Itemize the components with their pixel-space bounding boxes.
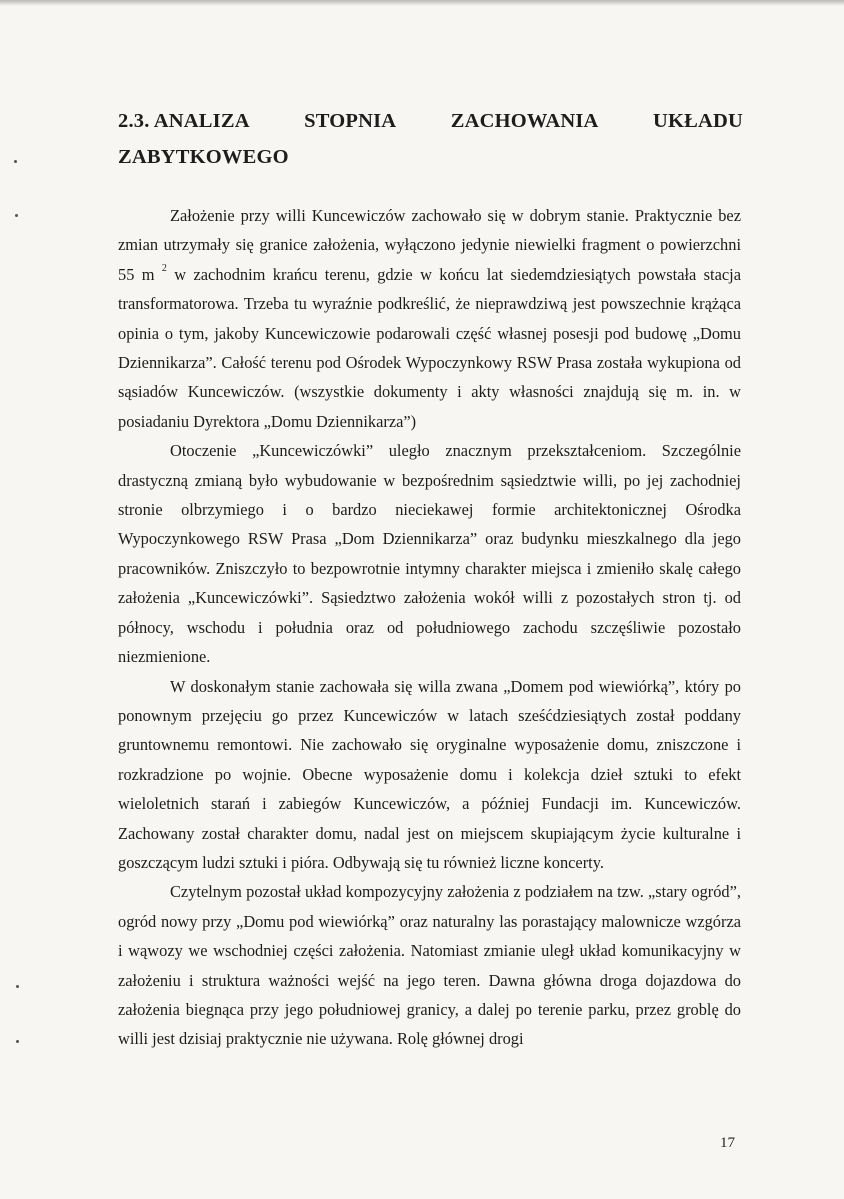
- paragraph-1: [118, 201, 741, 436]
- paragraph-2: Otoczenie „Kuncewiczówki” uległo znacznym przekształceniom. Szczególnie drastyczną zmianą było wybudowanie w bezpośrednim sąsiedztwie willi, po jej zachodniej stronie olbrzymiego i o bardzo nieciekawej formie architektonicznej Ośrodka Wypoczynkowego RSW Prasa „Dom Dziennikarza” oraz budynku mieszkalnego dla jego pracowników. Zniszczyło to bezpowrotnie intymny charakter miejsca i zmieniło skalę całego założenia „Kuncewiczówki”. Sąsiedztwo założenia wokół willi z pozostałych stron tj. od północy, wschodu i południa oraz od południowego zachodu szczęśliwie pozostało niezmienione.: [118, 441, 741, 667]
- heading-word-ukladu: UKŁADU: [652, 110, 743, 132]
- paragraph-1-text-end: w zachodnim krańcu terenu, gdzie w końcu lat siedemdziesiątych powstała stacja transformatorowa. Trzeba tu wyraźnie podkreślić, że nieprawdziwą jest powszechnie krążąca opinia o tym, jakoby Kuncewiczowie podarowali część własnej posesji pod budowę „Domu Dziennikarza”. Całość terenu pod Ośrodek Wypoczynkowy RSW Prasa została wykupiona od sąsiadów Kuncewiczów. (wszystkie dokumenty i akty własności znajdują się m. in. w posiadaniu Dyrektora „Domu Dziennikarza”): [118, 264, 741, 431]
- heading-word-stopnia: STOPNIA: [304, 110, 397, 132]
- superscript-exponent: 2: [161, 262, 167, 274]
- section-heading: [118, 103, 743, 175]
- page-number: 17: [720, 1135, 735, 1151]
- section-heading-line-1: [118, 103, 743, 139]
- section-number: 2.3.: [118, 110, 150, 132]
- scan-top-edge: [0, 0, 844, 6]
- body-text: [118, 201, 741, 1054]
- paragraph-3: W doskonałym stanie zachowała się willa zwana „Domem pod wiewiórką”, który po ponownym przejęciu go przez Kuncewiczów w latach sześćdziesiątych został poddany gruntownemu remontowi. Nie zachowało się oryginalne wyposażenie domu, zniszczone i rozkradzione po wojnie. Obecne wyposażenie domu i kolekcja dzieł sztuki to efekt wieloletnich starań i zabiegów Kuncewiczów, a później Fundacji im. Kuncewiczów. Zachowany został charakter domu, nadal jest on miejscem skupiającym życie kulturalne i goszczącym ludzi sztuki i pióra. Odbywają się tu również liczne koncerty.: [118, 676, 741, 872]
- heading-word-zachowania: ZACHOWANIA: [450, 110, 599, 132]
- paragraph-4: Czytelnym pozostał układ kompozycyjny założenia z podziałem na tzw. „stary ogród”, ogród nowy przy „Domu pod wiewiórką” oraz naturalny las porastający malownicze wzgórza i wąwozy we wschodniej części założenia. Natomiast zmianie uległ układ komunikacyjny w założeniu i struktura ważności wejść na jego teren. Dawna główna droga dojazdowa do założenia biegnąca przy jego południowej granicy, a dalej po terenie parku, przez groblę do willi jest dzisiaj praktycznie nie używana. Rolę głównej drogi: [118, 882, 741, 1049]
- section-heading-number-and-word-1: [118, 103, 250, 139]
- scan-speck: [14, 160, 17, 163]
- scan-speck: [15, 214, 18, 217]
- scan-speck: [16, 1040, 19, 1043]
- heading-word-analiza: ANALIZA: [153, 110, 250, 132]
- section-heading-line-2: ZABYTKOWEGO: [118, 146, 289, 168]
- scan-speck: [16, 985, 19, 988]
- paragraph-1-text-start: Założenie przy willi Kuncewiczów zachowało się w dobrym stanie. Praktycznie bez zmian utrzymały się granice założenia, wyłączono jedynie niewielki fragment o powierzchni 55 m: [118, 206, 741, 284]
